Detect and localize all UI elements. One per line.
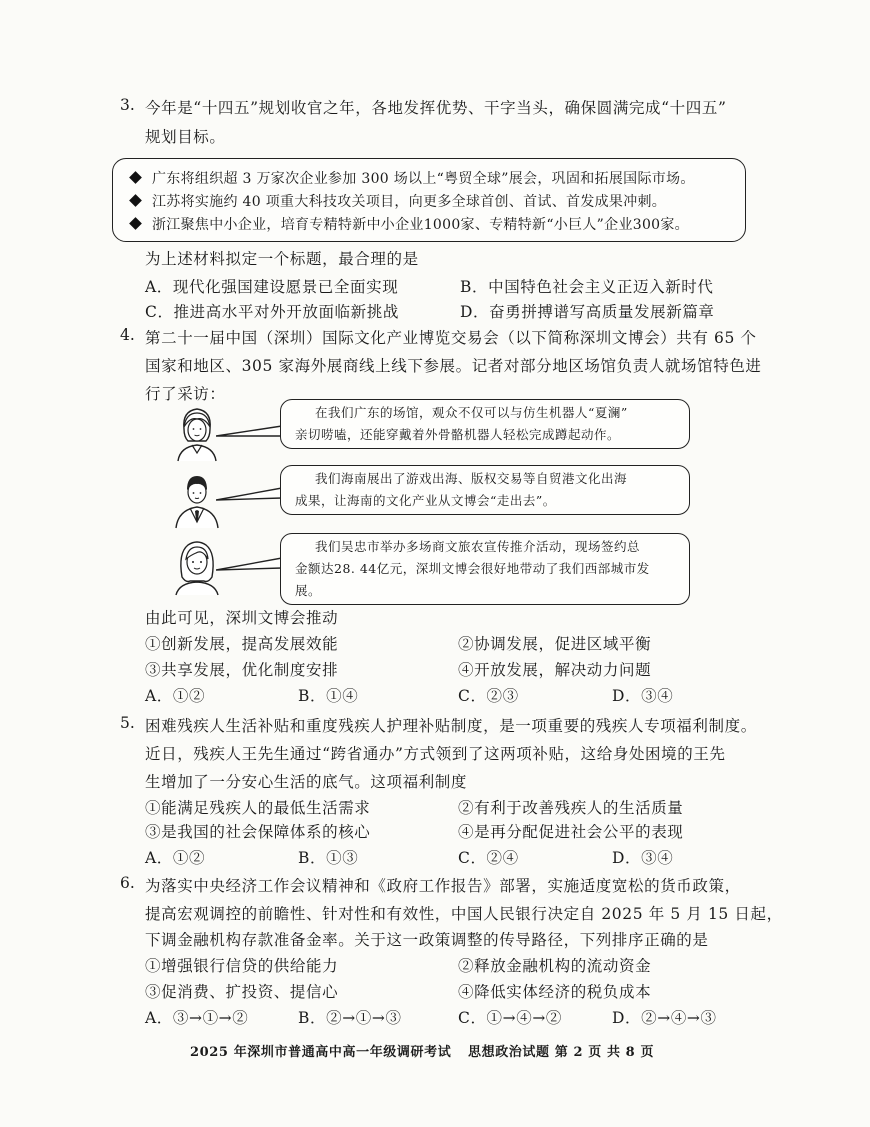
q3-question: 为上述材料拟定一个标题，最合理的是 [145, 250, 419, 268]
q5-option-a[interactable]: A．①② [145, 849, 206, 867]
q6-option-a[interactable]: A．③→①→② [145, 1009, 249, 1027]
q5-stem-line3: 生增加了一分安心生活的底气。这项福利制度 [145, 773, 468, 791]
q3-material-item: 江苏将实施约 40 项重大科技攻关项目，向更多全球首创、首试、首发成果冲刺。 [131, 191, 666, 211]
q4-item-2: ②协调发展，促进区域平衡 [458, 635, 652, 653]
q4-option-c[interactable]: C．②③ [458, 687, 519, 705]
q4-question: 由此可见，深圳文博会推动 [145, 609, 339, 627]
speech-bubble-hainan: 我们海南展出了游戏出海、版权交易等自贸港文化出海 成果，让海南的文化产业从文博会“走出去”。 [280, 465, 690, 515]
q5-number: 5. [120, 714, 135, 732]
q3-stem-line2: 规划目标。 [145, 128, 226, 146]
q5-item-1: ①能满足残疾人的最低生活需求 [145, 799, 371, 817]
q3-material-item: 广东将组织超 3 万家次企业参加 300 场以上“粤贸全球”展会，巩固和拓展国际市场。 [131, 168, 695, 188]
q4-option-a[interactable]: A．①② [145, 687, 206, 705]
q4-option-d[interactable]: D．③④ [612, 687, 674, 705]
q3-option-d[interactable]: D．奋勇拼搏谱写高质量发展新篇章 [460, 303, 715, 321]
q6-item-1: ①增强银行信贷的供给能力 [145, 957, 339, 975]
q5-option-d[interactable]: D．③④ [612, 849, 674, 867]
q3-material-item: 浙江聚焦中小企业，培育专精特新中小企业1000家、专精特新“小巨人”企业300家。 [131, 214, 689, 234]
q3-number: 3. [120, 96, 135, 114]
q4-option-b[interactable]: B．①④ [298, 687, 359, 705]
q6-stem-line2: 提高宏观调控的前瞻性、针对性和有效性，中国人民银行决定自 2025 年 5 月 15 日起， [145, 905, 783, 923]
q5-item-3: ③是我国的社会保障体系的核心 [145, 823, 371, 841]
q3-option-b[interactable]: B．中国特色社会主义正迈入新时代 [460, 278, 714, 296]
q4-item-1: ①创新发展，提高发展效能 [145, 635, 339, 653]
speech-bubble-guangdong: 在我们广东的场馆，观众不仅可以与仿生机器人“夏澜” 亲切唠嗑，还能穿戴着外骨骼机器人轻松完成蹲起动作。 [280, 399, 690, 449]
q4-stem-line1: 第二十一届中国（深圳）国际文化产业博览交易会（以下简称深圳文博会）共有 65 个 [145, 329, 757, 347]
footer-page-info: 思想政治试题 第 2 页 共 8 页 [468, 1045, 655, 1060]
q3-stem-line1: 今年是“十四五”规划收官之年，各地发挥优势、干字当头，确保圆满完成“十四五” [145, 99, 727, 117]
q4-stem-line2: 国家和地区、305 家海外展商线上线下参展。记者对部分地区场馆负责人就场馆特色进 [145, 357, 762, 375]
q6-stem-line1: 为落实中央经济工作会议精神和《政府工作报告》部署，实施适度宽松的货币政策， [145, 877, 741, 895]
diamond-bullet-icon [129, 217, 142, 230]
q4-stem-line3: 行了采访： [145, 385, 226, 403]
q5-item-4: ④是再分配促进社会公平的表现 [458, 823, 684, 841]
speech-bubble-tail [216, 556, 282, 574]
q6-option-c[interactable]: C．①→④→② [458, 1009, 563, 1027]
footer-exam-title: 2025 年深圳市普通高中高一年级调研考试 [190, 1045, 452, 1060]
diamond-bullet-icon [129, 171, 142, 184]
q5-option-c[interactable]: C．②④ [458, 849, 519, 867]
q6-item-4: ④降低实体经济的税负成本 [458, 983, 652, 1001]
q3-material-box [112, 158, 746, 242]
speech-bubble-tail [216, 486, 282, 504]
q6-stem-line3: 下调金融机构存款准备金率。关于这一政策调整的传导路径，下列排序正确的是 [145, 931, 709, 949]
q6-option-b[interactable]: B．②→①→③ [298, 1009, 402, 1027]
q5-stem-line2: 近日，残疾人王先生通过“跨省通办”方式领到了这两项补贴，这给身处困境的王先 [145, 745, 726, 763]
q6-item-3: ③促消费、扩投资、提信心 [145, 983, 339, 1001]
q4-item-3: ③共享发展，优化制度安排 [145, 661, 339, 679]
diamond-bullet-icon [129, 194, 142, 207]
q3-option-c[interactable]: C．推进高水平对外开放面临新挑战 [145, 303, 399, 321]
q4-number: 4. [120, 326, 135, 344]
q5-option-b[interactable]: B．①③ [298, 849, 359, 867]
q4-item-4: ④开放发展，解决动力问题 [458, 661, 652, 679]
speech-bubble-tail [216, 424, 282, 442]
q5-stem-line1: 困难残疾人生活补贴和重度残疾人护理补贴制度，是一项重要的残疾人专项福利制度。 [145, 717, 757, 735]
q6-item-2: ②释放金融机构的流动资金 [458, 957, 652, 975]
speech-bubble-wuzhong: 我们吴忠市举办多场商文旅农宣传推介活动，现场签约总 金额达28. 44亿元，深圳文博会很好地带动了我们西部城市发展。 [280, 533, 690, 605]
q6-number: 6. [120, 874, 135, 892]
q5-item-2: ②有利于改善残疾人的生活质量 [458, 799, 684, 817]
q3-option-a[interactable]: A．现代化强国建设愿景已全面实现 [145, 278, 399, 296]
q6-option-d[interactable]: D．②→④→③ [612, 1009, 717, 1027]
